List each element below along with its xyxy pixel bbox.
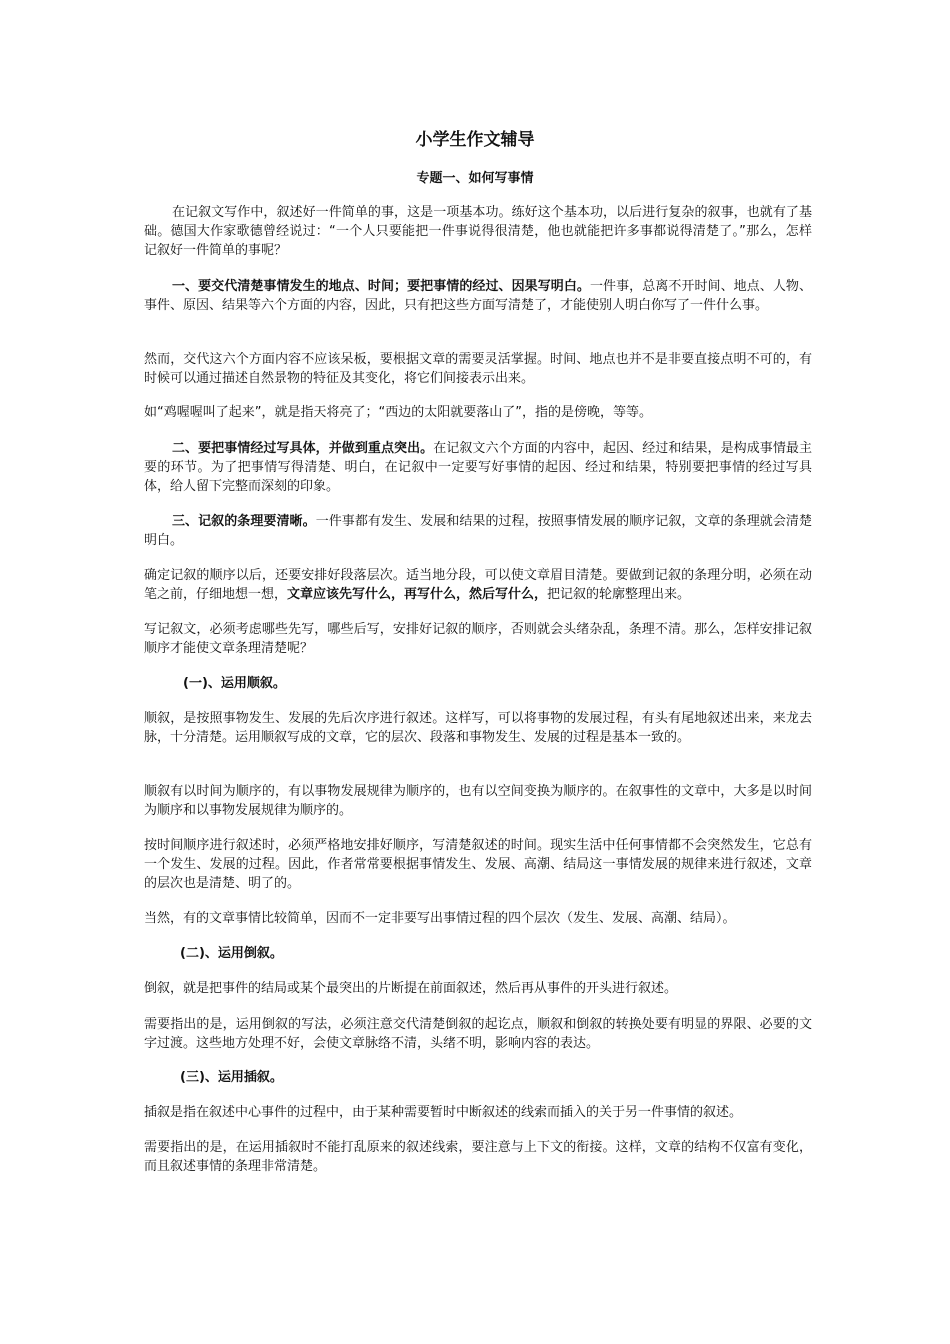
order-paragraph: [144, 566, 812, 604]
however-paragraph: 然而，交代这六个方面内容不应该呆板，要根据文章的需要灵活掌握。时间、地点也并不是非要直接点明不可的，有时候可以通过描述自然景物的特征及其变化，将它们间接表示出来。: [144, 352, 812, 386]
sequential-paragraph-2: 顺叙有以时间为顺序的，有以事物发展规律为顺序的，也有以空间变换为顺序的。在叙事性的文章中，大多是以时间为顺序和以事物发展规律为顺序的。: [144, 784, 812, 818]
point-three-paragraph: [144, 512, 812, 550]
sequential-paragraph-4: 当然，有的文章事情比较简单，因而不一定非要写出事情过程的四个层次（发生、发展、高潮、结局）。: [144, 911, 736, 926]
point-two-lead: 二、要把事情经过写具体，并做到重点突出。: [172, 441, 434, 456]
sequential-paragraph-3: 按时间顺序进行叙述时，必须严格地安排好顺序，写清楚叙述的时间。现实生活中任何事情都不会突然发生，它总有一个发生、发展的过程。因此，作者常常要根据事情发生、发展、高潮、结局这一事情发展的规律来进行叙述，文章的层次也是清楚、明了的。: [144, 838, 812, 891]
point-one-body: 一件事，总离不开时间、地点、人物、事件、原因、结果等六个方面的内容，因此，只有把这些方面写清楚了，才能使别人明白你写了一件什么事。: [144, 279, 812, 313]
sequential-paragraph-1: 顺叙，是按照事物发生、发展的先后次序进行叙述。这样写，可以将事物的发展过程，有头有尾地叙述出来，来龙去脉，十分清楚。运用顺叙写成的文章，它的层次、段落和事物发生、发展的过程是基本一致的。: [144, 711, 812, 745]
subsection-three-heading: (三)、运用插叙。: [180, 1070, 283, 1085]
point-three-body: 一件事都有发生、发展和结果的过程，按照事情发展的顺序记叙，文章的条理就会清楚明白。: [144, 514, 812, 548]
flashback-paragraph-1: 倒叙，就是把事件的结局或某个最突出的片断提在前面叙述，然后再从事件的开头进行叙述。: [144, 981, 678, 996]
point-two-body: 在记叙文六个方面的内容中，起因、经过和结果，是构成事情最主要的环节。为了把事情写得清楚、明白，在记叙中一定要写好事情的起因、经过和结果，特别要把事情的经过写具体，给人留下完整而深刻的印象。: [144, 441, 812, 494]
point-one-lead: 一、要交代清楚事情发生的地点、时间；要把事情的经过、因果写明白。: [172, 279, 590, 294]
interpolation-paragraph-1: 插叙是指在叙述中心事件的过程中，由于某种需要暂时中断叙述的线索而插入的关于另一件事情的叙述。: [144, 1105, 743, 1120]
subsection-two-heading: (二)、运用倒叙。: [180, 946, 283, 961]
intro-paragraph: 在记叙文写作中，叙述好一件简单的事，这是一项基本功。练好这个基本功，以后进行复杂的叙事，也就有了基础。德国大作家歌德曾经说过：“一个人只要能把一件事说得很清楚，他也就能把许多事都说得清楚了。”那么，怎样记叙好一件简单的事呢？: [144, 205, 812, 258]
order-text-after: 把记叙的轮廓整理出来。: [547, 587, 691, 602]
example-paragraph: 如“鸡喔喔叫了起来”，就是指天将亮了；“西边的太阳就要落山了”，指的是傍晚，等等。: [144, 405, 652, 420]
flashback-paragraph-2: 需要指出的是，运用倒叙的写法，必须注意交代清楚倒叙的起讫点，顺叙和倒叙的转换处要有明显的界限、必要的文字过渡。这些地方处理不好，会使文章脉络不清，头绪不明，影响内容的表达。: [144, 1017, 812, 1051]
interpolation-paragraph-2: 需要指出的是，在运用插叙时不能打乱原来的叙述线索，要注意与上下文的衔接。这样，文章的结构不仅富有变化，而且叙述事情的条理非常清楚。: [144, 1140, 812, 1174]
order-text-bold: 文章应该先写什么，再写什么，然后写什么，: [287, 587, 548, 602]
document-subtitle: 专题一、如何写事情: [416, 171, 534, 186]
point-one-paragraph: [144, 277, 812, 315]
order-text-before: 确定记叙的顺序以后，还要安排好段落层次。适当地分段，可以使文章眉目清楚。要做到记叙的条理分明，必须在动笔之前，仔细地想一想，: [144, 568, 812, 602]
point-three-lead: 三、记叙的条理要清晰。: [172, 514, 316, 529]
point-two-paragraph: [144, 439, 812, 496]
subsection-one-heading: (一)、运用顺叙。: [183, 676, 286, 691]
document-title: 小学生作文辅导: [415, 130, 535, 150]
question-paragraph: 写记叙文，必须考虑哪些先写，哪些后写，安排好记叙的顺序，否则就会头绪杂乱，条理不清。那么，怎样安排记叙顺序才能使文章条理清楚呢？: [144, 622, 812, 656]
